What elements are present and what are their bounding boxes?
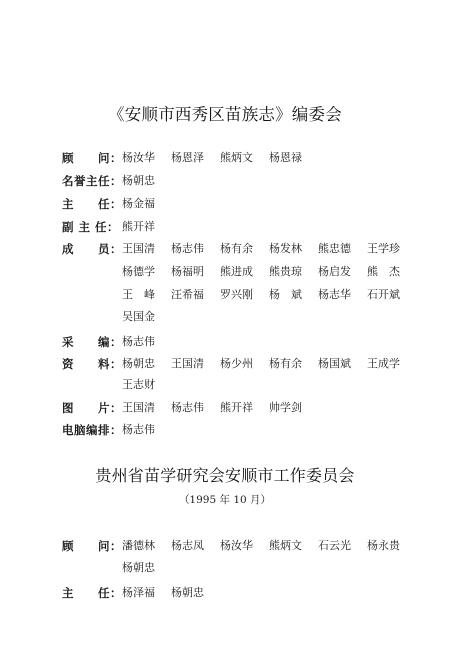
member-name: 杨朝忠 [171,586,204,599]
names-honorary-director [122,170,442,192]
association-date: （1995 年 10 月） [178,494,272,506]
member-name: 王国清 [122,242,155,255]
names-members-3 [122,284,442,306]
member-name: 熊进成 [220,265,253,278]
member-name: 杨福明 [171,265,204,278]
member-name: 王志财 [122,378,155,391]
names-advisors [122,147,442,169]
member-name: 石云光 [318,539,351,552]
member-name: 杨启发 [318,265,351,278]
member-name: 王国清 [171,357,204,370]
member-name: 杨有余 [269,357,302,370]
label-director: 主 任： [62,197,122,211]
label-members: 成 员： [62,242,122,256]
names-materials [122,353,442,375]
label-editor: 采 编： [62,335,122,349]
names-association-advisors [122,535,442,557]
member-name: 潘德林 [122,539,155,552]
label-honorary-director: 名誉主任： [62,174,122,188]
names-association-director [122,582,442,604]
label-advisors: 顾 问： [62,151,122,165]
member-name: 杨汝华 [220,539,253,552]
member-name: 杨朝忠 [122,561,155,574]
member-name: 罗兴刚 [220,288,253,301]
member-name: 王学珍 [367,242,400,255]
member-name: 汪希福 [171,288,204,301]
names-photos [122,397,442,419]
names-members-2 [122,261,442,283]
label-association-director: 主 任： [62,586,122,600]
names-deputy-director [122,216,442,238]
member-name: 熊开祥 [220,401,253,414]
names-materials-2 [122,374,442,396]
member-name: 石开斌 [367,288,400,301]
member-name: 杨金福 [122,197,155,210]
member-name: 熊开祥 [122,220,155,233]
committee-title: 《安顺市西秀区苗族志》编委会 [108,105,342,124]
member-name: 杨志伟 [171,242,204,255]
names-members-4 [122,306,442,328]
label-materials: 资 料： [62,357,122,371]
member-name: 王成学 [367,357,400,370]
association-title: 贵州省苗学研究会安顺市工作委员会 [95,466,355,485]
member-name: 杨志凤 [171,539,204,552]
label-deputy-director: 副 主 任： [62,220,120,234]
member-name: 杨汝华 [122,151,155,164]
member-name: 杨恩泽 [171,151,204,164]
member-name: 杨恩禄 [269,151,302,164]
member-name: 杨国斌 [318,357,351,370]
member-name: 杨志伟 [122,423,155,436]
member-name: 杨有余 [220,242,253,255]
member-name: 杨泽福 [122,586,155,599]
member-name: 杨志伟 [122,335,155,348]
names-director [122,193,442,215]
member-name: 王国清 [122,401,155,414]
member-name: 熊 杰 [367,265,400,278]
names-layout [122,419,442,441]
member-name: 熊忠德 [318,242,351,255]
member-name: 熊贵琼 [269,265,302,278]
label-layout: 电脑编排： [62,423,122,437]
names-editor [122,331,442,353]
names-association-advisors-2 [122,557,442,579]
member-name: 杨发林 [269,242,302,255]
member-name: 杨朝忠 [122,174,155,187]
names-members [122,238,442,260]
member-name: 杨朝忠 [122,357,155,370]
label-photos: 图 片： [62,401,122,415]
member-name: 熊炳文 [220,151,253,164]
label-association-advisors: 顾 问： [62,539,122,553]
member-name: 杨少州 [220,357,253,370]
member-name: 王 峰 [122,288,155,301]
member-name: 杨志伟 [171,401,204,414]
member-name: 杨 斌 [269,288,302,301]
member-name: 吴国金 [122,310,155,323]
member-name: 杨永贵 [367,539,400,552]
member-name: 杨志华 [318,288,351,301]
member-name: 帅学剑 [269,401,302,414]
member-name: 熊炳文 [269,539,302,552]
member-name: 杨德学 [122,265,155,278]
